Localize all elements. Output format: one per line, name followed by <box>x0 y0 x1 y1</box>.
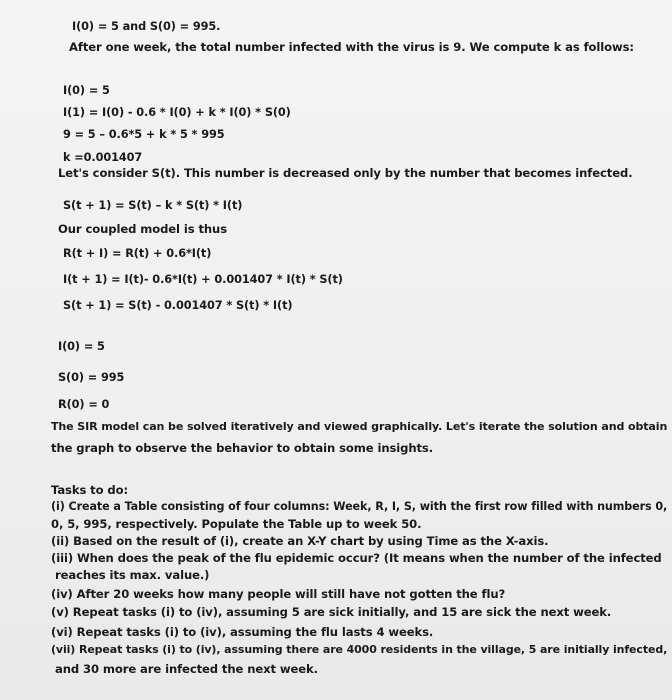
task-item: (vi) Repeat tasks (i) to (iv), assuming the flu lasts 4 weeks. <box>51 625 434 639</box>
equation-line: 9 = 5 – 0.6*5 + k * 5 * 995 <box>63 128 225 141</box>
task-item: 0, 5, 995, respectively. Populate the Table up to week 50. <box>51 517 422 531</box>
equation-line: S(0) = 995 <box>58 371 125 384</box>
task-item: (iv) After 20 weeks how many people will still have not gotten the flu? <box>51 587 506 601</box>
equation-line: R(0) = 0 <box>58 398 110 411</box>
equation-line: S(t + 1) = S(t) - 0.001407 * S(t) * I(t) <box>63 299 293 312</box>
text-line: Our coupled model is thus <box>58 222 228 236</box>
equation-line: S(t + 1) = S(t) – k * S(t) * I(t) <box>63 199 243 212</box>
tasks-heading: Tasks to do: <box>51 483 129 497</box>
initial-conditions-line: I(0) = 5 and S(0) = 995. <box>72 20 221 33</box>
task-item: reaches its max. value.) <box>55 568 210 582</box>
equation-line: I(0) = 5 <box>58 340 105 353</box>
task-item: (ii) Based on the result of (i), create an X-Y chart by using Time as the X-axis. <box>51 534 549 548</box>
equation-line: I(t + 1) = I(t)- 0.6*I(t) + 0.001407 * I(t) * S(t) <box>63 273 343 286</box>
text-line: After one week, the total number infected with the virus is 9. We compute k as follows: <box>69 40 634 54</box>
task-item: (i) Create a Table consisting of four columns: Week, R, I, S, with the first row filled with numbers 0, <box>51 500 668 513</box>
text-line: The SIR model can be solved iteratively and viewed graphically. Let's iterate the solution and obtain <box>51 420 668 433</box>
task-item: (v) Repeat tasks (i) to (iv), assuming 5 are sick initially, and 15 are sick the next week. <box>51 605 612 619</box>
equation-line: I(0) = 5 <box>63 84 110 97</box>
task-item: (vii) Repeat tasks (i) to (iv), assuming there are 4000 residents in the village, 5 are initially infected, <box>51 643 668 656</box>
task-item: (iii) When does the peak of the flu epidemic occur? (It means when the number of the infected <box>51 551 662 565</box>
text-line: Let's consider S(t). This number is decreased only by the number that becomes infected. <box>58 166 633 180</box>
equation-line: I(1) = I(0) - 0.6 * I(0) + k * I(0) * S(0) <box>63 106 291 119</box>
equation-line: R(t + I) = R(t) + 0.6*I(t) <box>63 247 212 260</box>
text-line: the graph to observe the behavior to obtain some insights. <box>51 441 434 455</box>
task-item: and 30 more are infected the next week. <box>55 662 318 676</box>
equation-line: k =0.001407 <box>63 151 143 164</box>
